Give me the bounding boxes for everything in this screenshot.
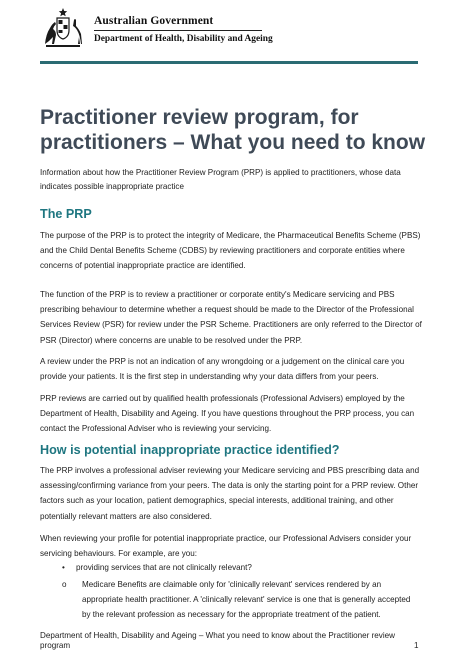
sub-bullet-marker: o [62,580,67,589]
bullet-item: providing services that are not clinically relevant? [76,563,252,572]
government-name: Australian Government [94,15,214,27]
page-number: 1 [414,641,419,650]
paragraph-function: The function of the PRP is to review a practitioner or corporate entity's Medicare servicing and PBS prescribing behaviour to determine whether a request should be made to the Director of the Professional Services Review (PSR) for review under the PSR Scheme. Practitioners are only referred to the Director of PSR (Director) where concerns are unable to be resolved under the PRP. [40,290,422,345]
header-accent-bar [40,61,418,64]
coat-of-arms-icon [40,6,86,50]
section-heading-identification: How is potential inappropriate practice identified? [40,443,340,457]
header-divider [94,30,262,31]
department-name: Department of Health, Disability and Ageing [94,34,273,44]
page-title: Practitioner review program, for practitioners – What you need to know [40,106,426,154]
paragraph-purpose: The purpose of the PRP is to protect the integrity of Medicare, the Pharmaceutical Benefits Scheme (PBS) and the Child Dental Benefits Scheme (CDBS) by reviewing practitioners and corporate entities where concerns of potential inappropriate practice are identified. [40,231,421,271]
section-heading-prp: The PRP [40,207,92,221]
intro-paragraph: Information about how the Practitioner Review Program (PRP) is applied to practitioners, whose data indicates possible inappropriate practice [40,168,401,191]
paragraph-involves: The PRP involves a professional adviser reviewing your Medicare servicing and PBS prescribing data and assessing/confirming variance from your peers. The data is only the starting point for a PRP review. Other factors such as your location, patient demographics, special interests, additional training, and other potentially relevant matters are also considered. [40,466,420,521]
paragraph-reviewers: PRP reviews are carried out by qualified health professionals (Professional Advisers) employed by the Department of Health, Disability and Ageing. If you have questions throughout the PRP process, you can contact the Professional Adviser who is reviewing your servicing. [40,394,415,434]
paragraph-not-wrongdoing: A review under the PRP is not an indication of any wrongdoing or a judgement on the clinical care you provide your patients. It is the first step in understanding why your data differs from your peers. [40,357,405,382]
bullet-marker: • [62,563,65,572]
sub-bullet-item: Medicare Benefits are claimable only for 'clinically relevant' services rendered by an appropriate health practitioner. A 'clinically relevant' service is one that is generally accepted by the relevant profession as necessary for the appropriate treatment of the patient. [82,580,411,620]
footer-text: Department of Health, Disability and Ageing – What you need to know about the Practitioner review program [40,631,395,650]
paragraph-reviewing-profile: When reviewing your profile for potential inappropriate practice, our Professional Advisers consider your servicing behaviours. For example, are you: [40,534,412,559]
government-header [40,6,420,50]
